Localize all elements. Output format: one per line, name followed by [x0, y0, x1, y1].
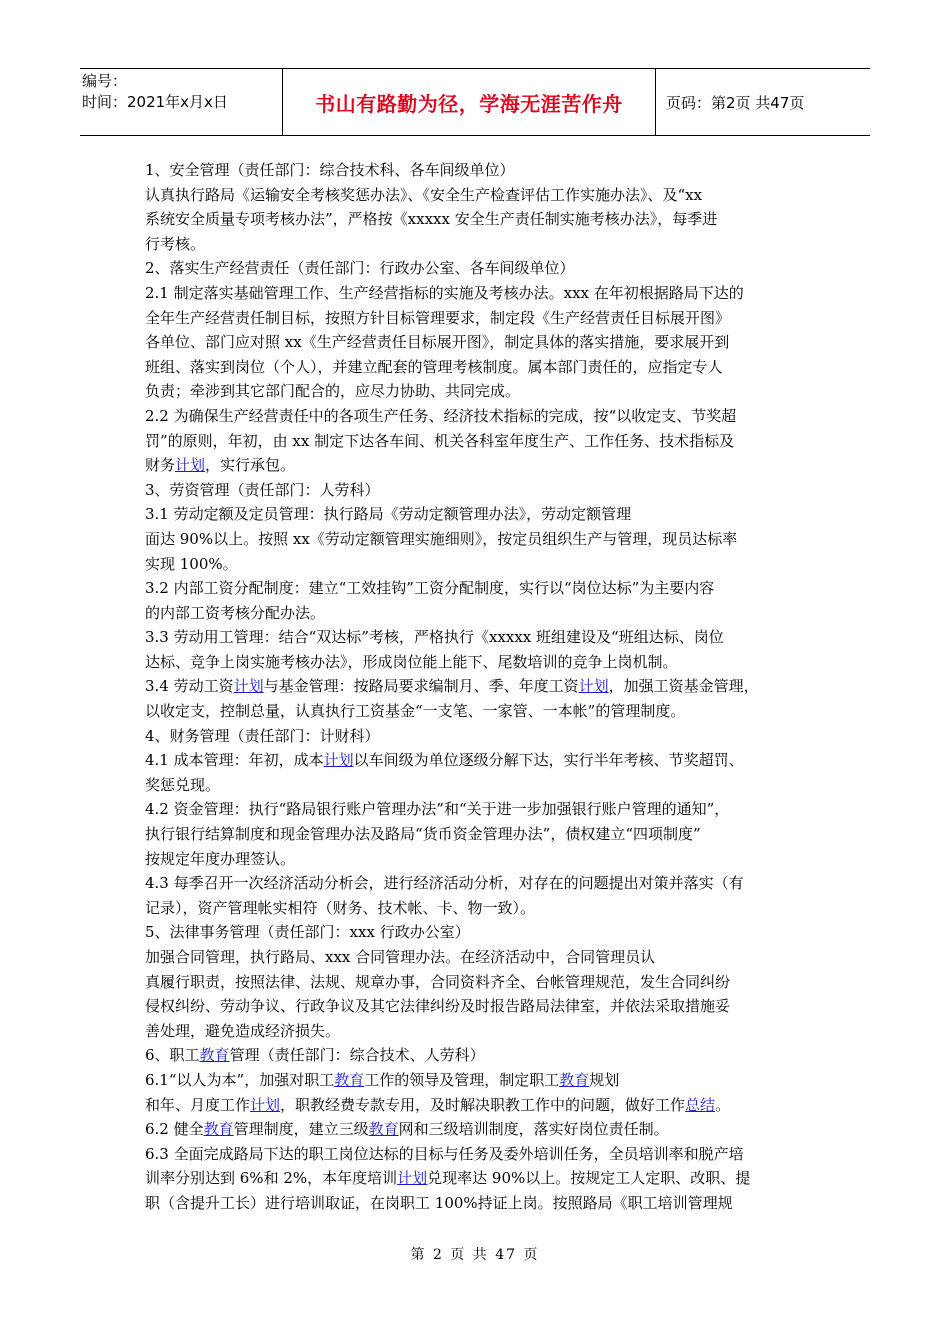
header-page-cell — [656, 69, 870, 135]
text-segment: 负责；牵涉到其它部门配合的，应尽力协助、共同完成。 — [145, 382, 521, 401]
text-line — [145, 920, 810, 945]
text-line — [145, 306, 810, 331]
text-segment: 全年生产经营责任制目标，按照方针目标管理要求，制定段《生产经营责任目标展开图》 — [145, 308, 731, 327]
text-line — [145, 797, 810, 822]
text-line — [145, 773, 810, 798]
text-segment: 行考核。 — [145, 234, 206, 253]
text-line — [145, 970, 810, 995]
text-line — [145, 404, 810, 429]
motto-text: 书山有路勤为径，学海无涯苦作舟 — [315, 91, 623, 116]
text-segment: ，加强工资基金管理， — [608, 677, 759, 696]
inline-link[interactable]: 教育 — [334, 1070, 365, 1089]
text-segment: 1、安全管理（责任部门：综合技术科、各车间级单位） — [145, 161, 515, 179]
text-segment: 以收定支，控制总量，认真执行工资基金“一支笔、一家管、一本帐”的管理制度。 — [145, 702, 686, 721]
text-segment: 侵权纠纷、劳动争议、行政争议及其它法律纠纷及时报告路局法律室，并依法采取措施妥 — [145, 997, 731, 1016]
text-segment: 加强合同管理，执行路局、xxx 合同管理办法。在经济活动中，合同管理员认 — [145, 948, 656, 966]
inline-link[interactable]: 计划 — [233, 677, 264, 696]
text-segment: ，实行承包。 — [205, 456, 296, 475]
inline-link[interactable]: 教育 — [368, 1120, 399, 1139]
text-line — [145, 1166, 810, 1191]
text-line — [145, 453, 810, 478]
document-body — [145, 158, 810, 1216]
text-segment: 与基金管理：按路局要求编制月、季、年度工资 — [263, 677, 579, 696]
text-segment: 面达 90%以上。按照 xx《劳动定额管理实施细则》，按定员组织生产与管理，现员达标率 — [145, 529, 738, 548]
text-line — [145, 429, 810, 454]
header-info-cell — [80, 69, 283, 135]
text-segment: 财务 — [145, 456, 176, 475]
text-line — [145, 281, 810, 306]
text-segment: 执行银行结算制度和现金管理办法及路局“货币资金管理办法”，债权建立“四项制度” — [145, 825, 701, 844]
text-segment: 4.2 资金管理：执行“路局银行账户管理办法”和“关于进一步加强银行账户管理的通知”， — [145, 800, 730, 819]
text-line — [145, 1093, 810, 1118]
inline-link[interactable]: 教育 — [559, 1070, 590, 1089]
text-segment: 6.3 全面完成路局下达的职工岗位达标的目标与任务及委外培训任务，全员培训率和脱产培 — [145, 1144, 744, 1163]
inline-link[interactable]: 总结 — [685, 1095, 716, 1114]
page-header — [80, 68, 870, 136]
text-line — [145, 1191, 810, 1216]
text-segment: 3.3 劳动用工管理：结合“双达标”考核，严格执行《xxxxx 班组建设及“班组达标、岗位 — [145, 628, 724, 647]
text-line — [145, 527, 810, 552]
text-segment: 兑现率达 90%以上。按规定工人定职、改职、提 — [427, 1169, 751, 1188]
text-line — [145, 379, 810, 404]
text-line — [145, 896, 810, 921]
text-segment: 的内部工资考核分配办法。 — [145, 603, 326, 622]
text-line — [145, 1043, 810, 1068]
text-line — [145, 478, 810, 503]
text-line — [145, 945, 810, 970]
text-segment: 达标、竞争上岗实施考核办法》，形成岗位能上能下、尾数培训的竞争上岗机制。 — [145, 652, 678, 671]
text-segment: 2.1 制定落实基础管理工作、生产经营指标的实施及考核办法。xxx 在年初根据路局下达的 — [145, 283, 744, 302]
text-segment: 规划 — [589, 1070, 620, 1089]
text-line — [145, 650, 810, 675]
text-segment: 4.3 每季召开一次经济活动分析会，进行经济活动分析，对存在的问题提出对策并落实（有 — [145, 874, 744, 893]
text-line — [145, 674, 810, 699]
text-line — [145, 256, 810, 281]
text-segment: 3.4 劳动工资 — [145, 677, 234, 696]
inline-link[interactable]: 教育 — [203, 1120, 234, 1139]
text-segment: ，职教经费专款专用，及时解决职教工作中的问题，做好工作 — [280, 1095, 686, 1114]
text-line — [145, 748, 810, 773]
text-segment: 各单位、部门应对照 xx《生产经营责任目标展开图》，制定具体的落实措施，要求展开到 — [145, 333, 730, 352]
text-segment: 班组、落实到岗位（个人），并建立配套的管理考核制度。属本部门责任的，应指定专人 — [145, 357, 723, 376]
text-line — [145, 158, 810, 183]
text-line — [145, 330, 810, 355]
text-line — [145, 552, 810, 577]
text-segment: 2.2 为确保生产经营责任中的各项生产任务、经济技术指标的完成，按“以收定支、节奖超 — [145, 406, 737, 425]
text-segment: 6、职工 — [145, 1046, 200, 1065]
text-segment: 奖惩兑现。 — [145, 775, 221, 794]
text-line — [145, 1068, 810, 1093]
text-segment: 3.2 内部工资分配制度：建立“工效挂钩”工资分配制度，实行以“岗位达标”为主要内容 — [145, 579, 715, 598]
text-segment: 和年、月度工作 — [145, 1095, 251, 1114]
text-segment: 。 — [715, 1095, 731, 1114]
text-line — [145, 1117, 810, 1142]
text-line — [145, 699, 810, 724]
text-line — [145, 502, 810, 527]
inline-link[interactable]: 计划 — [250, 1095, 281, 1114]
text-segment: 训率分别达到 6%和 2%，本年度培训 — [145, 1169, 398, 1188]
inline-link[interactable]: 计划 — [397, 1169, 428, 1188]
text-segment: 4、财务管理（责任部门：计财科） — [145, 726, 380, 745]
text-segment: 3.1 劳动定额及定员管理：执行路局《劳动定额管理办法》，劳动定额管理 — [145, 505, 632, 524]
text-segment: 以车间级为单位逐级分解下达，实行半年考核、节奖超罚、 — [353, 751, 744, 770]
text-line — [145, 822, 810, 847]
doc-number-label: 编号： — [82, 72, 128, 90]
text-line — [145, 1142, 810, 1167]
text-segment: 记录），资产管理帐实相符（财务、技术帐、卡、物一致）。 — [145, 898, 536, 917]
text-segment: 管理制度，建立三级 — [233, 1120, 369, 1139]
text-segment: 职（含提升工长）进行培训取证，在岗职工 100%持证上岗。按照路局《职工培训管理规 — [145, 1193, 733, 1212]
text-segment: 6.2 健全 — [145, 1120, 204, 1139]
inline-link[interactable]: 教育 — [199, 1046, 230, 1065]
inline-link[interactable]: 计划 — [323, 751, 354, 770]
text-segment: 4.1 成本管理：年初，成本 — [145, 751, 324, 770]
text-line — [145, 183, 810, 208]
header-motto-cell — [283, 69, 656, 135]
text-segment: 认真执行路局《运输安全考核奖惩办法》、《安全生产检查评估工作实施办法》、及“xx — [145, 185, 703, 204]
page-footer: 第 2 页 共 47 页 — [410, 1247, 540, 1263]
text-line — [145, 994, 810, 1019]
text-segment: 实现 100%。 — [145, 554, 238, 573]
text-line — [145, 847, 810, 872]
text-segment: 2、落实生产经营责任（责任部门：行政办公室、各车间级单位） — [145, 259, 575, 278]
text-line — [145, 724, 810, 749]
text-line — [145, 355, 810, 380]
text-segment: 5、法律事务管理（责任部门：xxx 行政办公室） — [145, 923, 470, 942]
text-line — [145, 625, 810, 650]
text-segment: 工作的领导及管理，制定职工 — [364, 1070, 560, 1089]
text-segment: 系统安全质量专项考核办法”，严格按《xxxxx 安全生产责任制实施考核办法》，每季进 — [145, 210, 718, 229]
text-segment: 真履行职责，按照法律、法规、规章办事，合同资料齐全、台帐管理规范，发生合同纠纷 — [145, 972, 731, 991]
text-line — [145, 207, 810, 232]
text-line — [145, 576, 810, 601]
text-line — [145, 232, 810, 257]
text-line — [145, 871, 810, 896]
text-segment: 善处理，避免造成经济损失。 — [145, 1021, 341, 1040]
inline-link[interactable]: 计划 — [175, 456, 206, 475]
text-segment: 3、劳资管理（责任部门：人劳科） — [145, 480, 380, 499]
text-segment: 罚”的原则，年初，由 xx 制定下达各车间、机关各科室年度生产、工作任务、技术指标及 — [145, 431, 735, 450]
text-line — [145, 1019, 810, 1044]
text-segment: 6.1“以人为本”，加强对职工 — [145, 1070, 335, 1089]
text-segment: 网和三级培训制度，落实好岗位责任制。 — [398, 1120, 669, 1139]
text-segment: 管理（责任部门：综合技术、人劳科） — [229, 1046, 485, 1065]
page-number-label: 页码：第2页 共47页 — [666, 93, 805, 112]
inline-link[interactable]: 计划 — [578, 677, 609, 696]
doc-date-label: 时间：2021年x月x日 — [82, 93, 228, 111]
text-line — [145, 601, 810, 626]
text-segment: 按规定年度办理签认。 — [145, 849, 296, 868]
